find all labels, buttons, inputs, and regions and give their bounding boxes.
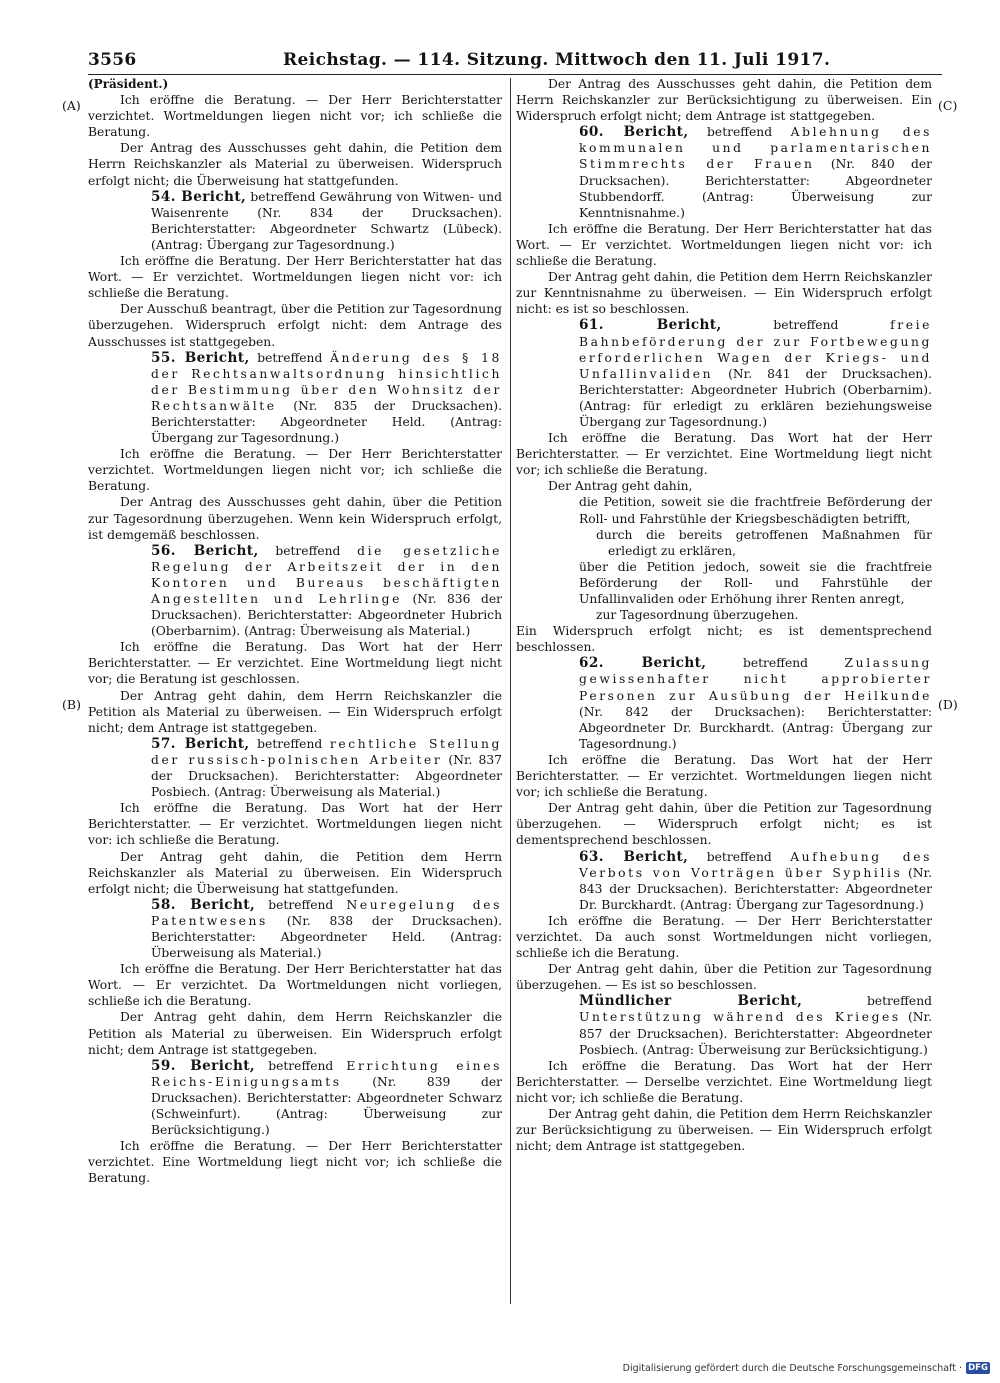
right-column [516, 76, 932, 1154]
dfg-logo: DFG [966, 1362, 990, 1374]
report-text: (Nr. 838 der Drucksachen). Berichterstatter: Abgeordneter Held. (Antrag: Überweisung als Material.) [151, 913, 502, 961]
paragraph: Ich eröffne die Beratung. Das Wort hat der Herr Berichterstatter. — Er verzichtet. Eine Wortmeldung liegt nicht vor; ich schließe die Beratung. [516, 431, 932, 478]
report-heading: 62. Bericht, [579, 655, 707, 672]
report-text: betreffend Gewährung von Witwen- und Waisenrente (Nr. 834 der Drucksachen). Berichterstatter: Abgeordneter Schwartz (Lübeck). (Antrag: Übergang zur Tagesordnung.) [151, 189, 503, 252]
margin-mark-c: (C) [938, 98, 958, 113]
margin-mark-d: (D) [938, 697, 958, 712]
report-text: (Nr. 843 der Drucksachen). Berichterstatter: Abgeordneter Dr. Burckhardt. (Antrag: Übergang zur Tagesordnung.) [579, 865, 932, 912]
margin-mark-b: (B) [62, 697, 81, 712]
report-heading: 56. Bericht, [151, 542, 259, 559]
paragraph: Ich eröffne die Beratung. — Der Herr Berichterstatter verzichtet. Wortmeldungen liegen nicht vor; ich schließe die Beratung. [88, 447, 502, 494]
left-column [88, 76, 502, 1186]
paragraph: Der Antrag geht dahin, [548, 479, 693, 494]
report-item-57 [88, 736, 502, 800]
report-item-oral [516, 993, 932, 1057]
paragraph: Ich eröffne die Beratung. Das Wort hat der Herr Berichterstatter. — Er verzichtet. Wortmeldungen liegen nicht vor; ich schließe die Beratung. [516, 752, 932, 800]
report-subject: Errichtung eines Reichs-Einigungsamts [151, 1058, 502, 1089]
credit-text: Digitalisierung gefördert durch die Deutsche Forschungsgemeinschaft · [622, 1362, 962, 1374]
report-subject: Zulassung gewissenhafter nicht approbierter Personen zur Ausübung der Heilkunde [579, 656, 932, 703]
report-heading: 59. Bericht, [151, 1057, 256, 1074]
report-subject: Aufhebung des Verbots von Vorträgen über Syphilis [579, 849, 932, 880]
motion-clause: zur Tagesordnung überzugehen. [596, 608, 799, 623]
page-number: 3556 [88, 50, 137, 70]
report-heading: 57. Bericht, [151, 735, 250, 752]
paragraph: Der Antrag des Ausschusses geht dahin, über die Petition zur Tagesordnung überzugehen. Wenn kein Widerspruch erfolgt, ist demgemäß beschlossen. [88, 495, 502, 542]
report-text: betreffend [255, 1058, 347, 1073]
report-text: betreffend [721, 318, 891, 333]
report-text: betreffend [249, 350, 330, 365]
report-heading: Mündlicher Bericht, [579, 993, 803, 1010]
report-item-59 [88, 1058, 502, 1138]
paragraph: Der Antrag des Ausschusses geht dahin, die Petition dem Herrn Reichskanzler als Material zu überweisen. Widerspruch erfolgt nicht; die Überweisung hat stattgefunden. [88, 141, 502, 188]
speaker-label: (Präsident.) [88, 77, 169, 91]
report-text: betreffend [258, 543, 358, 558]
report-item-55 [88, 350, 502, 447]
paragraph: Ich eröffne die Beratung. Der Herr Berichterstatter hat das Wort. — Er verzichtet. Da Wortmeldungen nicht vorliegen, schließe ich die Beratung. [88, 962, 502, 1009]
paragraph: Ich eröffne die Beratung. Der Herr Berichterstatter hat das Wort. — Er verzichtet. Wortmeldungen liegen nicht vor: ich schließe die Beratung. [516, 221, 932, 269]
report-heading: 55. Bericht, [151, 349, 250, 366]
report-subject: Änderung des § 18 der Rechtsanwaltsordnung hinsichtlich der Bestimmung über den Wohnsitz der Rechtsanwälte [151, 350, 502, 413]
paragraph: Ich eröffne die Beratung. Das Wort hat der Herr Berichterstatter. — Er verzichtet. Wortmeldungen liegen nicht vor: ich schließe die Beratung. [88, 801, 502, 848]
paragraph: Ich eröffne die Beratung. — Der Herr Berichterstatter verzichtet. Da auch sonst Wortmeldungen nicht vorliegen, schließe ich die Beratung. [516, 913, 932, 961]
report-item-63 [516, 849, 932, 913]
paragraph: Ich eröffne die Beratung. Das Wort hat der Herr Berichterstatter. — Er verzichtet. Eine Wortmeldung liegt nicht vor; die Beratung ist geschlossen. [88, 640, 502, 687]
paragraph: Der Antrag geht dahin, dem Herrn Reichskanzler die Petition als Material zu überweisen. Ein Widerspruch erfolgt nicht; dem Antrage ist stattgegeben. [88, 1010, 502, 1057]
paragraph: Der Antrag geht dahin, die Petition dem Herrn Reichskanzler zur Kenntnisnahme zu überweisen. — Ein Widerspruch erfolgt nicht: es ist so beschlossen. [516, 270, 932, 317]
paragraph: Der Ausschuß beantragt, über die Petition zur Tagesordnung überzugehen. Widerspruch erfolgt nicht: dem Antrage des Ausschusses ist stattgegeben. [88, 302, 502, 349]
running-head: Reichstag. — 114. Sitzung. Mittwoch den 11. Juli 1917. [283, 50, 831, 70]
report-text: (Nr. 842 der Drucksachen): Berichterstatter: Abgeordneter Dr. Burckhardt. (Antrag: Übergang zur Tagesordnung.) [579, 704, 932, 751]
report-text: (Nr. 841 der Drucksachen). Berichterstatter: Abgeordneter Hubrich (Oberbarnim). (Antrag: für erledigt zu erklären beziehungsweise Übergang zur Tagesordnung.) [579, 366, 932, 429]
report-text: (Nr. 839 der Drucksachen). Berichterstatter: Abgeordneter Schwarz (Schweinfurt). (Antrag: Überweisung zur Berücksichtigung.) [151, 1074, 502, 1138]
report-item-60 [516, 124, 932, 221]
report-text: betreffend [249, 736, 330, 751]
paragraph: Der Antrag geht dahin, dem Herrn Reichskanzler die Petition als Material zu überweisen. — Ein Widerspruch erfolgt nicht; dem Antrage ist stattgegeben. [88, 688, 502, 735]
report-text: (Nr. 837 der Drucksachen). Berichterstatter: Abgeordneter Posbiech. (Antrag: Überweisung als Material.) [151, 752, 502, 800]
report-subject: Neuregelung des Patentwesens [151, 897, 502, 928]
paragraph: Ich eröffne die Beratung. — Der Herr Berichterstatter verzichtet. Wortmeldungen liegen nicht vor; ich schließe die Beratung. [88, 93, 502, 140]
report-text: betreffend [688, 849, 791, 864]
report-subject: die gesetzliche Regelung der Arbeitszeit der in den Kontoren und Bureaus beschäftigten Angestellten und Lehrlinge [151, 543, 502, 606]
report-subject: Ablehnung des kommunalen und parlamentarischen Stimmrechts der Frauen [579, 125, 933, 172]
paragraph: Ich eröffne die Beratung. Das Wort hat der Herr Berichterstatter. — Derselbe verzichtet. Eine Wortmeldung liegt nicht vor; ich schließe die Beratung. [516, 1058, 932, 1105]
paragraph: Ich eröffne die Beratung. — Der Herr Berichterstatter verzichtet. Eine Wortmeldung liegt nicht vor; ich schließe die Beratung. [88, 1139, 502, 1186]
report-heading: 58. Bericht, [151, 896, 256, 913]
report-text: betreffend [255, 897, 347, 912]
report-text: (Nr. 857 der Drucksachen). Berichterstatter: Abgeordneter Posbiech. (Antrag: Überweisung zur Berücksichtigung.) [579, 1010, 932, 1057]
report-subject: rechtliche Stellung der russisch-polnischen Arbeiter [151, 736, 502, 767]
paragraph: Der Antrag des Ausschusses geht dahin, die Petition dem Herrn Reichskanzler zur Berücksichtigung zu überweisen. Ein Widerspruch erfolgt nicht; dem Antrage ist stattgegeben. [516, 77, 932, 124]
report-heading: 60. Bericht, [579, 124, 689, 141]
margin-mark-a: (A) [62, 98, 81, 113]
column-divider [510, 78, 511, 1304]
report-item-56 [88, 543, 502, 640]
report-heading: 63. Bericht, [579, 848, 689, 865]
report-subject: Unterstützung während des Krieges [579, 1010, 901, 1025]
header-rule [88, 74, 942, 75]
paragraph: Ich eröffne die Beratung. Der Herr Berichterstatter hat das Wort. — Er verzichtet. Wortmeldungen liegen nicht vor: ich schließe die Beratung. [88, 254, 502, 301]
report-heading: 61. Bericht, [579, 317, 722, 334]
report-item-61 [516, 317, 932, 430]
report-item-58 [88, 897, 502, 961]
motion-clause: über die Petition jedoch, soweit sie die frachtfreie Beförderung der Roll- und Fahrstühle der Unfallinvaliden oder Erhöhung ihrer Renten anregt, [579, 559, 932, 606]
page-header [0, 0, 1000, 78]
report-text: betreffend [802, 994, 932, 1009]
report-text: betreffend [706, 656, 845, 671]
report-item-62 [516, 655, 932, 752]
paragraph: Der Antrag geht dahin, die Petition dem Herrn Reichskanzler zur Berücksichtigung zu überweisen. — Ein Widerspruch erfolgt nicht; dem Antrage ist stattgegeben. [516, 1107, 932, 1154]
report-text: (Nr. 840 der Drucksachen). Berichterstatter: Abgeordneter Stubbendorff. (Antrag: Überweisung zur Kenntnisnahme.) [579, 157, 932, 220]
motion-clause: durch die bereits getroffenen Maßnahmen für erledigt zu erklären, [596, 527, 932, 558]
report-text: (Nr. 836 der Drucksachen). Berichterstatter: Abgeordneter Hubrich (Oberbarnim). (Antrag: Überweisung als Material.) [151, 592, 502, 639]
report-heading: 54. Bericht, [151, 188, 247, 205]
report-subject: freie Bahnbeförderung der zur Fortbewegung erforderlichen Wagen der Kriegs- und Unfallinvaliden [579, 318, 932, 381]
report-text: betreffend [688, 125, 791, 140]
paragraph: Der Antrag geht dahin, über die Petition zur Tagesordnung überzugehen. — Widerspruch erfolgt nicht; es ist dementsprechend beschlossen. [516, 801, 932, 848]
paragraph: Der Antrag geht dahin, die Petition dem Herrn Reichskanzler als Material zu überweisen. Ein Widerspruch erfolgt nicht; die Überweisung hat stattgefunden. [88, 849, 502, 896]
report-text: (Nr. 835 der Drucksachen). Berichterstatter: Abgeordneter Held. (Antrag: Übergang zur Tagesordnung.) [151, 398, 502, 446]
motion-clause: die Petition, soweit sie die frachtfreie Beförderung der Roll- und Fahrstühle der Kriegsbeschädigten betrifft, [579, 495, 932, 526]
digitization-credit [623, 1362, 990, 1374]
paragraph: Der Antrag geht dahin, über die Petition zur Tagesordnung überzugehen. — Es ist so beschlossen. [516, 962, 932, 993]
paragraph: Ein Widerspruch erfolgt nicht; es ist dementsprechend beschlossen. [516, 624, 932, 655]
report-item-54 [88, 189, 502, 253]
